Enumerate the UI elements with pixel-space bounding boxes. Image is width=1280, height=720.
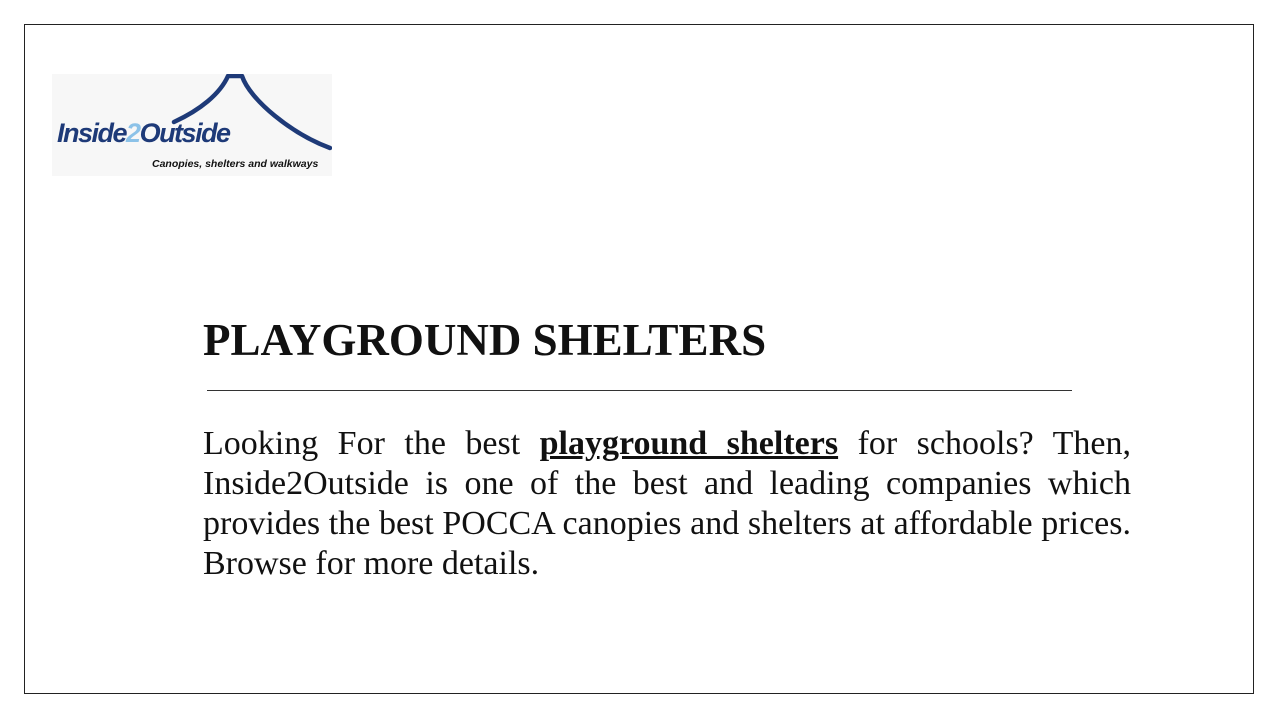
- playground-shelters-link[interactable]: playground shelters: [539, 425, 839, 462]
- body-text-intro: Looking For the best: [203, 425, 540, 462]
- logo-tagline: Canopies, shelters and walkways: [152, 158, 319, 170]
- title-divider: [207, 390, 1072, 391]
- body-paragraph: [203, 424, 1131, 584]
- page-title: PLAYGROUND SHELTERS: [203, 315, 767, 365]
- logo-wordmark: Inside2Outside: [57, 118, 230, 148]
- body-text-rest: for schools? Then, Inside2Outside is one of the best and leading companies which provides the best POCCA canopies and shelters at affordable prices. Browse for more details.: [203, 425, 1131, 582]
- company-logo: [52, 74, 332, 176]
